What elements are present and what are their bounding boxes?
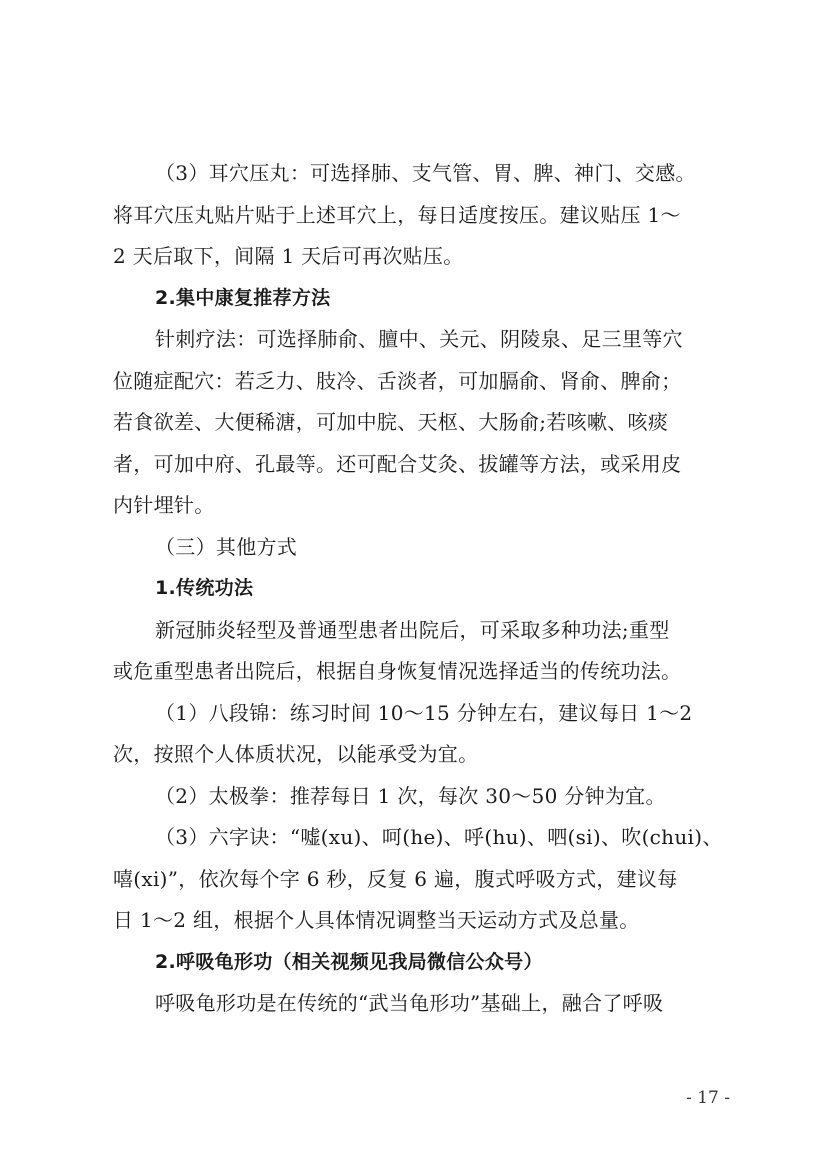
heading-breathing-turtle-exercise: 2.呼吸龟形功（相关视频见我局微信公众号）	[155, 951, 543, 973]
paragraph-acupuncture-line-2: 位随症配穴：若乏力、肢冷、舌淡者，可加膈俞、肾俞、脾俞；	[113, 369, 682, 393]
heading-traditional-exercise: 1.传统功法	[155, 577, 254, 599]
page-number: - 17 -	[686, 1088, 730, 1108]
paragraph-breathing-turtle-line-1: 呼吸龟形功是在传统的“武当龟形功”基础上，融合了呼吸	[155, 991, 664, 1015]
paragraph-acupuncture-line-5: 内针埋针。	[113, 493, 215, 517]
paragraph-ear-acupressure-line-2: 将耳穴压丸贴片贴于上述耳穴上，每日适度按压。建议贴压 1～	[113, 203, 681, 227]
paragraph-traditional-exercise-line-2: 或危重型患者出院后，根据自身恢复情况选择适当的传统功法。	[113, 659, 682, 683]
paragraph-acupuncture-line-3: 若食欲差、大便稀溏，可加中脘、天枢、大肠俞;若咳嗽、咳痰	[113, 410, 669, 434]
heading-other-methods: （三）其他方式	[155, 535, 298, 559]
paragraph-taijiquan: （2）太极拳：推荐每日 1 次，每次 30～50 分钟为宜。	[155, 784, 666, 808]
paragraph-liuzijue-line-3: 日 1～2 组，根据个人具体情况调整当天运动方式及总量。	[113, 908, 640, 932]
paragraph-ear-acupressure-line-3: 2 天后取下，间隔 1 天后可再次贴压。	[113, 244, 464, 268]
paragraph-traditional-exercise-line-1: 新冠肺炎轻型及普通型患者出院后，可采取多种功法;重型	[155, 618, 670, 642]
paragraph-acupuncture-line-4: 者，可加中府、孔最等。还可配合艾灸、拔罐等方法，或采用皮	[113, 452, 682, 476]
paragraph-ear-acupressure-line-1: （3）耳穴压丸：可选择肺、支气管、胃、脾、神门、交感。	[155, 161, 696, 185]
heading-centralized-rehab: 2.集中康复推荐方法	[155, 287, 331, 309]
paragraph-baduanjin-line-2: 次，按照个人体质状况，以能承受为宜。	[113, 742, 479, 766]
paragraph-liuzijue-line-2: 嘻(xi)”，依次每个字 6 秒，反复 6 遍，腹式呼吸方式，建议每	[113, 867, 678, 891]
paragraph-acupuncture-line-1: 针刺疗法：可选择肺俞、膻中、关元、阴陵泉、足三里等穴	[155, 327, 683, 351]
paragraph-liuzijue-line-1: （3）六字诀：“嘘(xu)、呵(he)、呼(hu)、呬(si)、吹(chui)、	[155, 825, 723, 849]
paragraph-baduanjin-line-1: （1）八段锦：练习时间 10～15 分钟左右，建议每日 1～2	[155, 701, 693, 725]
